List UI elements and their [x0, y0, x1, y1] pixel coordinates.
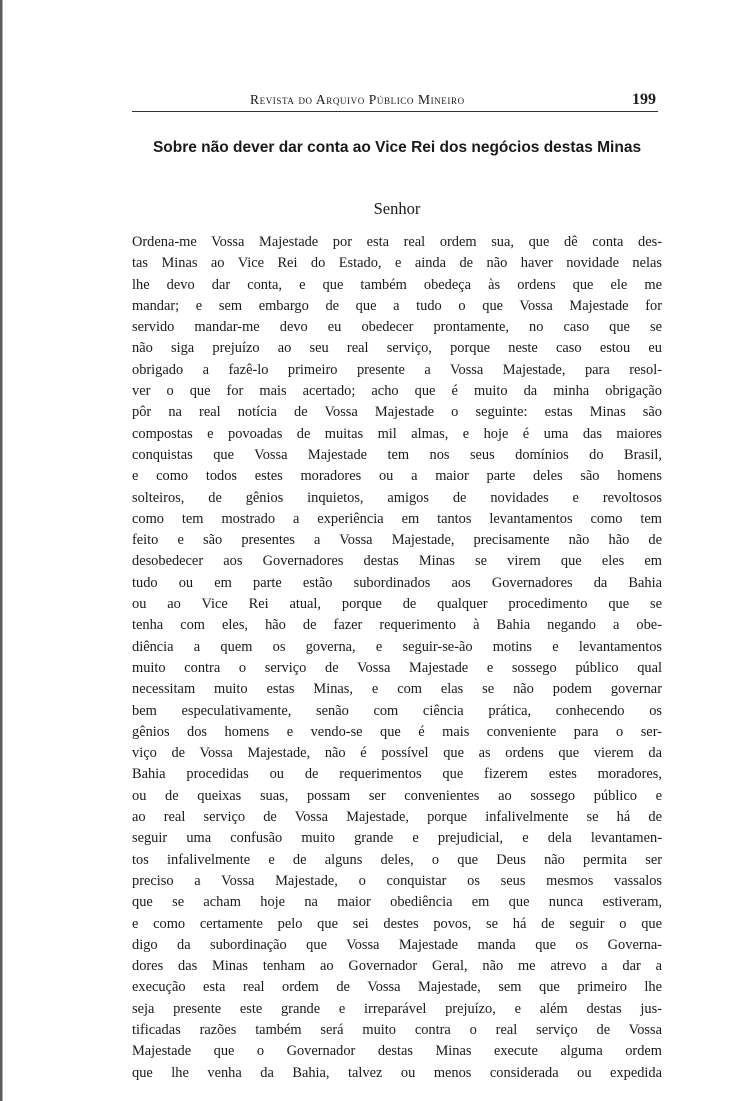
body-line: como tem mostrado a experiência em tantos levantamentos como tem [132, 510, 662, 527]
body-line: tudo ou em parte estão subordinados aos Governadores da Bahia [132, 574, 662, 591]
body-line: viço de Vossa Majestade, não é possível que as ordens que vierem da [132, 745, 662, 762]
body-line: tenha com eles, hão de fazer requerimento à Bahia negando a obe- [132, 617, 662, 634]
body-line: bem especulativamente, senão com ciência prática, conhecendo os [132, 702, 662, 719]
body-text [132, 232, 662, 1084]
body-line: necessitam muito estas Minas, e com elas se não podem governar [132, 681, 662, 698]
body-line: compostas e povoadas de muitas mil almas, e hoje é uma das maiores [132, 425, 662, 442]
body-line: Ordena-me Vossa Majestade por esta real ordem sua, que dê conta des- [132, 234, 662, 250]
body-line: digo da subordinação que Vossa Majestade manda que os Governa- [132, 936, 662, 953]
body-line: execução esta real ordem de Vossa Majestade, sem que primeiro lhe [132, 979, 662, 996]
body-line: servido mandar-me devo eu obedecer prontamente, no caso que se [132, 319, 662, 336]
body-line: e como certamente pelo que sei destes povos, se há de seguir o que [132, 915, 662, 932]
header-rule [132, 111, 658, 112]
body-line: seguir uma confusão muito grande e prejudicial, e dela levantamen- [132, 830, 662, 847]
body-line: mandar; e sem embargo de que a tudo o que Vossa Majestade for [132, 297, 662, 314]
body-line: e como todos estes moradores ou a maior parte deles são homens [132, 468, 662, 485]
body-line: ao real serviço de Vossa Majestade, porque infalivelmente se há de [132, 809, 662, 826]
body-line: que lhe venha da Bahia, talvez ou menos considerada ou expedida [132, 1064, 662, 1081]
body-line: tificadas razões também será muito contra o real serviço de Vossa [132, 1021, 662, 1038]
running-title: Revista do Arquivo Público Mineiro [250, 92, 465, 107]
body-line: ou ao Vice Rei atual, porque de qualquer procedimento que se [132, 596, 662, 613]
body-line: dores das Minas tenham ao Governador Geral, não me atrevo a dar a [132, 958, 662, 975]
body-line: Majestade que o Governador destas Minas execute alguma ordem [132, 1043, 662, 1060]
body-line: obrigado a fazê-lo primeiro presente a Vossa Majestade, para resol- [132, 361, 662, 378]
body-line: Bahia procedidas ou de requerimentos que fizerem estes moradores, [132, 766, 662, 783]
body-line: tos infalivelmente e de alguns deles, o que Deus não permita ser [132, 851, 662, 868]
page-header [132, 92, 658, 114]
body-line: ver o que for mais acertado; acho que é muito da minha obrigação [132, 383, 662, 400]
body-line: muito contra o serviço de Vossa Majestade e sossego público qual [132, 659, 662, 676]
body-line: gênios dos homens e vendo-se que é mais conveniente para o ser- [132, 723, 662, 740]
body-line: lhe devo dar conta, e que também obedeça às ordens que ele me [132, 276, 662, 293]
body-line: que se acham hoje na maior obediência em que nunca estiveram, [132, 894, 662, 911]
body-line: feito e são presentes a Vossa Majestade, precisamente não hão de [132, 532, 662, 549]
body-line: diência a quem os governa, e seguir-se-ão motins e levantamentos [132, 638, 662, 655]
body-line: ou de queixas suas, possam ser convenientes ao sossego público e [132, 787, 662, 804]
body-line: não siga prejuízo ao seu real serviço, porque neste caso estou eu [132, 340, 662, 357]
page-number: 199 [632, 91, 656, 108]
document-title: Sobre não dever dar conta ao Vice Rei dos negócios destas Minas [152, 139, 642, 156]
body-line: pôr na real notícia de Vossa Majestade o seguinte: estas Minas são [132, 404, 662, 421]
body-line: tas Minas ao Vice Rei do Estado, e ainda de não haver novidade nelas [132, 255, 662, 272]
body-line: preciso a Vossa Majestade, o conquistar os seus mesmos vassalos [132, 872, 662, 889]
body-line: solteiros, de gênios inquietos, amigos de novidades e revoltosos [132, 489, 662, 506]
body-line: conquistas que Vossa Majestade tem nos seus domínios do Brasil, [132, 446, 662, 463]
salutation: Senhor [373, 199, 421, 218]
body-line: desobedecer aos Governadores destas Minas se virem que eles em [132, 553, 662, 570]
body-line: seja presente este grande e irreparável prejuízo, e além destas jus- [132, 1000, 662, 1017]
page-edge-shadow [0, 0, 6, 1101]
